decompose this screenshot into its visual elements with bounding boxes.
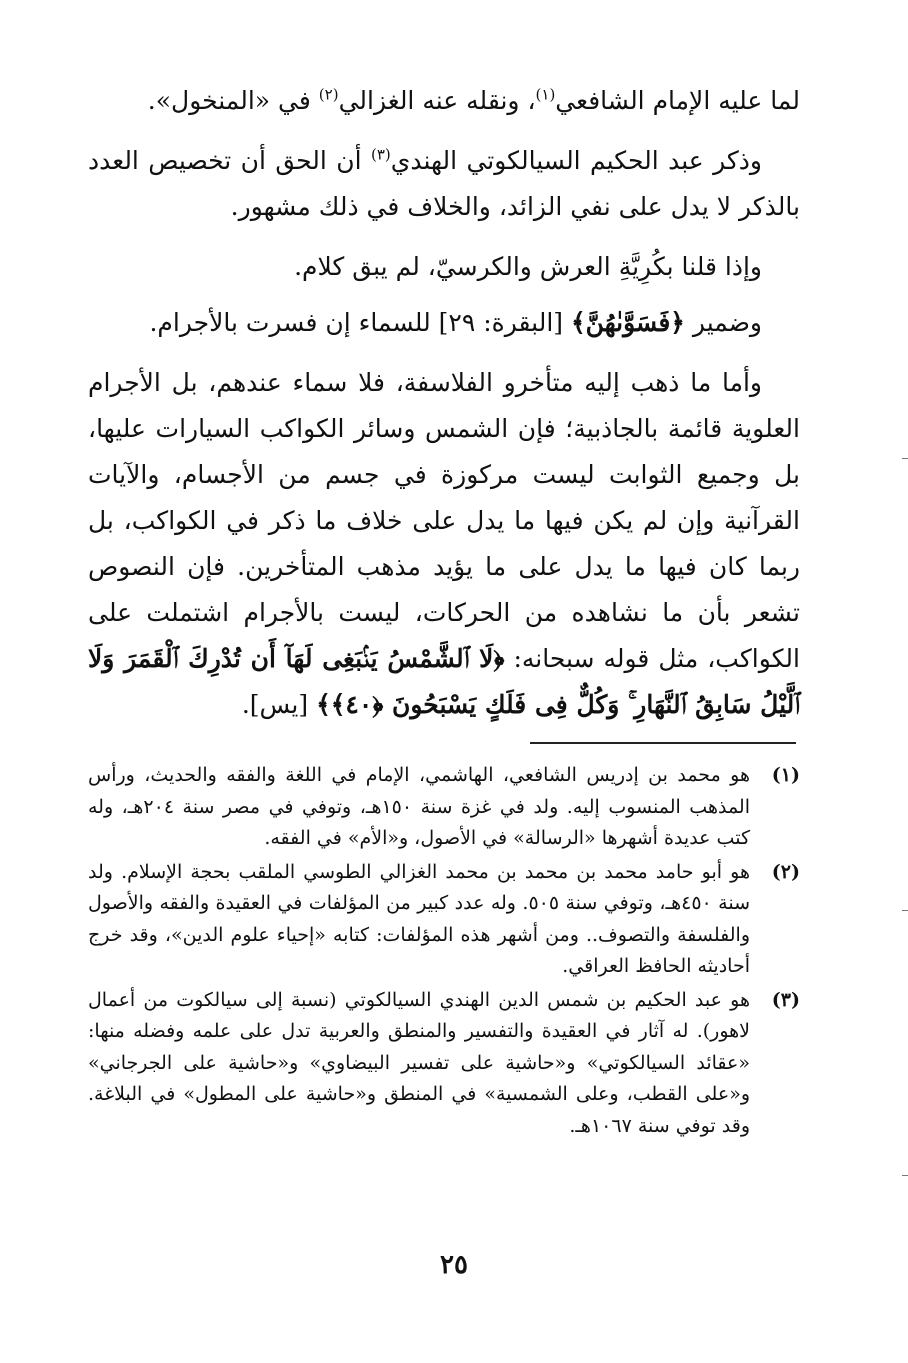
text-segment: أن الحق أن تخصيص العدد بالذكر لا يدل على نفي الزائد، والخلاف في ذلك مشهور. bbox=[88, 146, 800, 221]
text-segment: ، ونقله عنه الغزالي bbox=[338, 86, 536, 115]
main-text bbox=[88, 78, 800, 728]
footnote-ref-1: (١) bbox=[535, 85, 556, 104]
footnote-1 bbox=[88, 760, 800, 855]
paragraph-2 bbox=[88, 138, 800, 230]
footnote-3 bbox=[88, 985, 800, 1143]
text-segment: وذكر عبد الحكيم السيالكوتي الهندي bbox=[390, 146, 762, 175]
footnotes bbox=[88, 760, 800, 1144]
footnote-text: هو محمد بن إدريس الشافعي، الهاشمي، الإمام في اللغة والفقه والحديث، ورأس المذهب المنسوب إليه. ولد في غزة سنة ١٥٠هـ، وتوفي في مصر سنة ٢٠٤هـ، وله كتب عديدة أشهرها «الرسالة» في الأصول، و«الأم» في الفقه. bbox=[88, 764, 750, 849]
footnote-text: هو أبو حامد محمد بن محمد بن محمد الغزالي الطوسي الملقب بحجة الإسلام. ولد سنة ٤٥٠هـ، وتوفي سنة ٥٠٥. وله عدد كبير من المؤلفات في العقيدة والفقه والأصول والفلسفة والتصوف.. ومن أشهر هذه المؤلفات: كتابه «إحياء علوم الدين»، وقد خرج أحاديثه الحافظ العراقي. bbox=[88, 860, 750, 977]
footnote-2 bbox=[88, 857, 800, 983]
footnote-ref-3: (٣) bbox=[370, 145, 391, 164]
text-segment: في «المنخول». bbox=[147, 86, 319, 115]
footnote-number: (٢) bbox=[771, 860, 800, 883]
verse-reference: [البقرة: ٢٩] bbox=[430, 308, 571, 337]
footnote-ref-2: (٢) bbox=[318, 85, 339, 104]
paragraph-5 bbox=[88, 360, 800, 728]
quran-verse: ﴿لَا ٱلشَّمْسُ يَنۢبَغِى لَهَآ أَن تُدْرِكَ ٱلْقَمَرَ وَلَا ٱلَّيْلُ سَابِقُ ٱلنَّهَارِ ۚ وَكُلٌّ فِى فَلَكٍ يَسْبَحُونَ ﴿٤٠﴾﴾ bbox=[88, 644, 800, 719]
text-segment: وضمير bbox=[684, 308, 762, 337]
footnote-number: (١) bbox=[771, 764, 800, 786]
text-segment: لما عليه الإمام الشافعي bbox=[555, 86, 800, 115]
footnote-text: هو عبد الحكيم بن شمس الدين الهندي السيالكوتي (نسبة إلى سيالكوت من أعمال لاهور). له آثار في العقيدة والتفسير والمنطق والعربية تدل على علمه وفضله منها: «عقائد السيالكوتي» و«حاشية على تفسير البيضاوي» و«حاشية على الجرجاني» و«على القطب، وعلى الشمسية» في المنطق و«حاشية على المطول» في البلاغة. وقد توفي سنة ١٠٦٧هـ. bbox=[88, 988, 750, 1137]
footnote-number: (٣) bbox=[771, 988, 800, 1011]
paragraph-4 bbox=[88, 300, 800, 346]
scan-edge-mark bbox=[902, 910, 908, 911]
verse-reference: [يس]. bbox=[241, 690, 317, 719]
quran-verse: ﴿فَسَوَّىٰهُنَّ﴾ bbox=[570, 308, 685, 337]
page-number: ٢٥ bbox=[440, 1250, 468, 1280]
scan-edge-mark bbox=[902, 1175, 908, 1176]
scan-edge-mark bbox=[902, 458, 908, 459]
paragraph-1 bbox=[88, 78, 800, 124]
paragraph-3: وإذا قلنا بكُرِيَّةِ العرش والكرسيّ، لم يبق كلام. bbox=[294, 252, 762, 281]
footnote-divider bbox=[530, 742, 796, 744]
text-segment: للسماء إن فسرت بالأجرام. bbox=[149, 308, 431, 337]
text-segment: وأما ما ذهب إليه متأخرو الفلاسفة، فلا سماء عندهم، بل الأجرام العلوية قائمة بالجاذبية؛ فإن الشمس وسائر الكواكب السيارات عليها، بل وجميع الثوابت ليست مركوزة في جسم من الأجسام، والآيات القرآنية وإن لم يكن فيها ما يدل على خلاف ما ذكر في الكواكب، بل ربما كان فيها ما يدل على ما يؤيد مذهب المتأخرين. فإن النصوص تشعر بأن ما نشاهده من الحركات، ليست بالأجرام اشتملت على الكواكب، مثل قوله سبحانه: bbox=[88, 368, 800, 673]
